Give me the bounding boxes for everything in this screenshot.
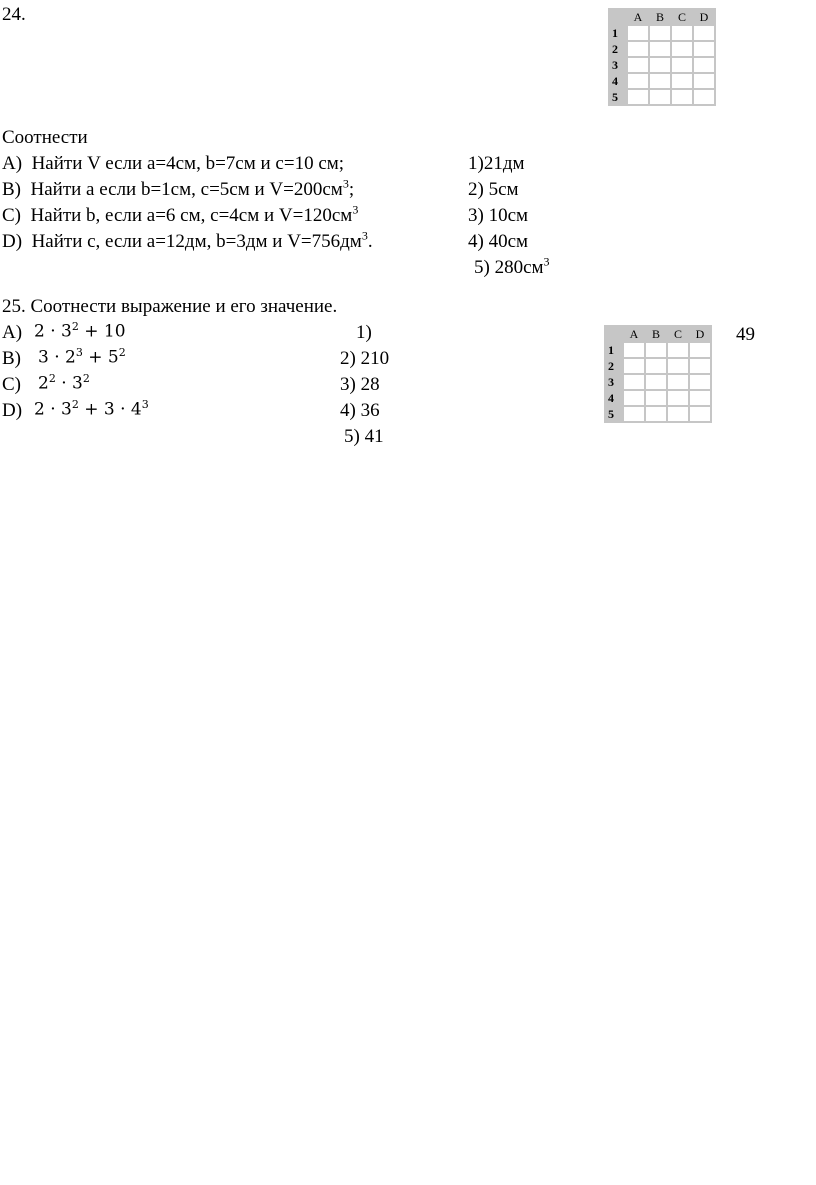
task-25-answer-3: 3) 28 <box>340 374 380 395</box>
grid-cell[interactable] <box>628 74 648 88</box>
grid-cell[interactable] <box>668 359 688 373</box>
task-25-answer-1: 1) <box>356 322 372 343</box>
grid-row-3: 3 <box>606 375 622 389</box>
grid-cell[interactable] <box>650 26 670 40</box>
item-letter: C) <box>2 374 21 395</box>
expression-c: $2^2 \cdot 3^2$ <box>38 372 90 394</box>
grid-cell[interactable] <box>672 58 692 72</box>
grid-cell[interactable] <box>624 407 644 421</box>
grid-cell[interactable] <box>672 90 692 104</box>
grid-cell[interactable] <box>650 90 670 104</box>
task-24-heading: Соотнести <box>2 127 88 148</box>
item-letter: B) <box>2 348 21 369</box>
grid-cell[interactable] <box>628 42 648 56</box>
expression-a: $2 \cdot 3^2 + 10$ <box>34 320 126 342</box>
task-24-answer-1: 1)21дм <box>468 153 525 174</box>
expression-b: $3 \cdot 2^3 + 5^2$ <box>38 346 126 368</box>
grid-col-a: A <box>624 327 644 341</box>
grid-cell[interactable] <box>650 74 670 88</box>
grid-cell[interactable] <box>646 375 666 389</box>
item-after: ; <box>348 179 355 200</box>
item-letter: D) <box>2 231 23 252</box>
grid-row-1: 1 <box>610 26 626 40</box>
item-sup: 3 <box>361 228 368 243</box>
grid-row-5: 5 <box>610 90 626 104</box>
grid-cell[interactable] <box>694 42 714 56</box>
item-letter: A) <box>2 322 23 343</box>
task-25-item-d <box>2 400 22 422</box>
grid-cell[interactable] <box>624 343 644 357</box>
task-24-answer-3: 3) 10см <box>468 205 529 226</box>
grid-col-c: C <box>672 10 692 24</box>
task-24-number: 24. <box>2 4 26 25</box>
task-25-item-b <box>2 348 21 370</box>
grid-row-4: 4 <box>606 391 622 405</box>
task-25-item-c <box>2 374 21 396</box>
grid-row-2: 2 <box>606 359 622 373</box>
item-letter: A) <box>2 153 23 174</box>
grid-cell[interactable] <box>690 359 710 373</box>
grid-cell[interactable] <box>668 375 688 389</box>
item-letter: C) <box>2 205 21 226</box>
grid-cell[interactable] <box>694 58 714 72</box>
answer-text: 5) 280см <box>474 257 544 278</box>
grid-col-a: A <box>628 10 648 24</box>
grid-row-1: 1 <box>606 343 622 357</box>
item-text: Найти b, если a=6 см, c=4см и V=120см <box>30 205 353 226</box>
grid-row-4: 4 <box>610 74 626 88</box>
grid-cell[interactable] <box>668 407 688 421</box>
task-25-answer-2: 2) 210 <box>340 348 390 369</box>
grid-cell[interactable] <box>672 74 692 88</box>
grid-row-3: 3 <box>610 58 626 72</box>
grid-cell[interactable] <box>646 407 666 421</box>
grid-cell[interactable] <box>694 90 714 104</box>
grid-cell[interactable] <box>646 359 666 373</box>
grid-cell[interactable] <box>624 375 644 389</box>
answer-sup: 3 <box>543 254 550 269</box>
item-text: Найти V если a=4см, b=7см и c=10 см; <box>31 153 345 174</box>
task-25-answer-4: 4) 36 <box>340 400 380 421</box>
grid-row-2: 2 <box>610 42 626 56</box>
item-letter: B) <box>2 179 21 200</box>
grid-cell[interactable] <box>690 375 710 389</box>
task-24-item-c <box>2 202 359 227</box>
item-text: Найти c, если a=12дм, b=3дм и V=756дм <box>31 231 362 252</box>
grid-col-d: D <box>694 10 714 24</box>
item-after: . <box>367 231 373 252</box>
answer-grid-24 <box>608 8 716 106</box>
grid-cell[interactable] <box>628 90 648 104</box>
task-24-answer-5 <box>474 254 550 279</box>
item-text: Найти a если b=1см, c=5см и V=200см <box>30 179 343 200</box>
grid-cell[interactable] <box>628 26 648 40</box>
item-sup: 3 <box>342 176 349 191</box>
grid-cell[interactable] <box>646 343 666 357</box>
item-letter: D) <box>2 400 23 421</box>
grid-cell[interactable] <box>628 58 648 72</box>
task-24-item-a <box>2 153 344 175</box>
task-25-heading: 25. Соотнести выражение и его значение. <box>2 296 338 317</box>
expression-d: $2 \cdot 3^2 + 3 \cdot 4^3$ <box>34 398 149 420</box>
item-sup: 3 <box>352 202 359 217</box>
grid-cell[interactable] <box>624 391 644 405</box>
grid-cell[interactable] <box>690 391 710 405</box>
grid-cell[interactable] <box>646 391 666 405</box>
grid-cell[interactable] <box>650 58 670 72</box>
grid-cell[interactable] <box>672 42 692 56</box>
side-number: 49 <box>736 324 755 345</box>
task-24-answer-2: 2) 5см <box>468 179 519 200</box>
answer-grid-25 <box>604 325 712 423</box>
grid-cell[interactable] <box>672 26 692 40</box>
task-24-item-d <box>2 228 373 253</box>
grid-cell[interactable] <box>668 391 688 405</box>
grid-col-b: B <box>646 327 666 341</box>
grid-cell[interactable] <box>624 359 644 373</box>
task-24-item-b <box>2 176 355 201</box>
task-25-item-a <box>2 322 22 344</box>
grid-col-b: B <box>650 10 670 24</box>
grid-cell[interactable] <box>694 74 714 88</box>
grid-cell[interactable] <box>650 42 670 56</box>
grid-cell[interactable] <box>694 26 714 40</box>
task-24-answer-4: 4) 40см <box>468 231 529 252</box>
grid-row-5: 5 <box>606 407 622 421</box>
grid-col-d: D <box>690 327 710 341</box>
task-25-answer-5: 5) 41 <box>344 426 384 447</box>
grid-cell[interactable] <box>668 343 688 357</box>
grid-cell[interactable] <box>690 407 710 421</box>
grid-cell[interactable] <box>690 343 710 357</box>
grid-col-c: C <box>668 327 688 341</box>
